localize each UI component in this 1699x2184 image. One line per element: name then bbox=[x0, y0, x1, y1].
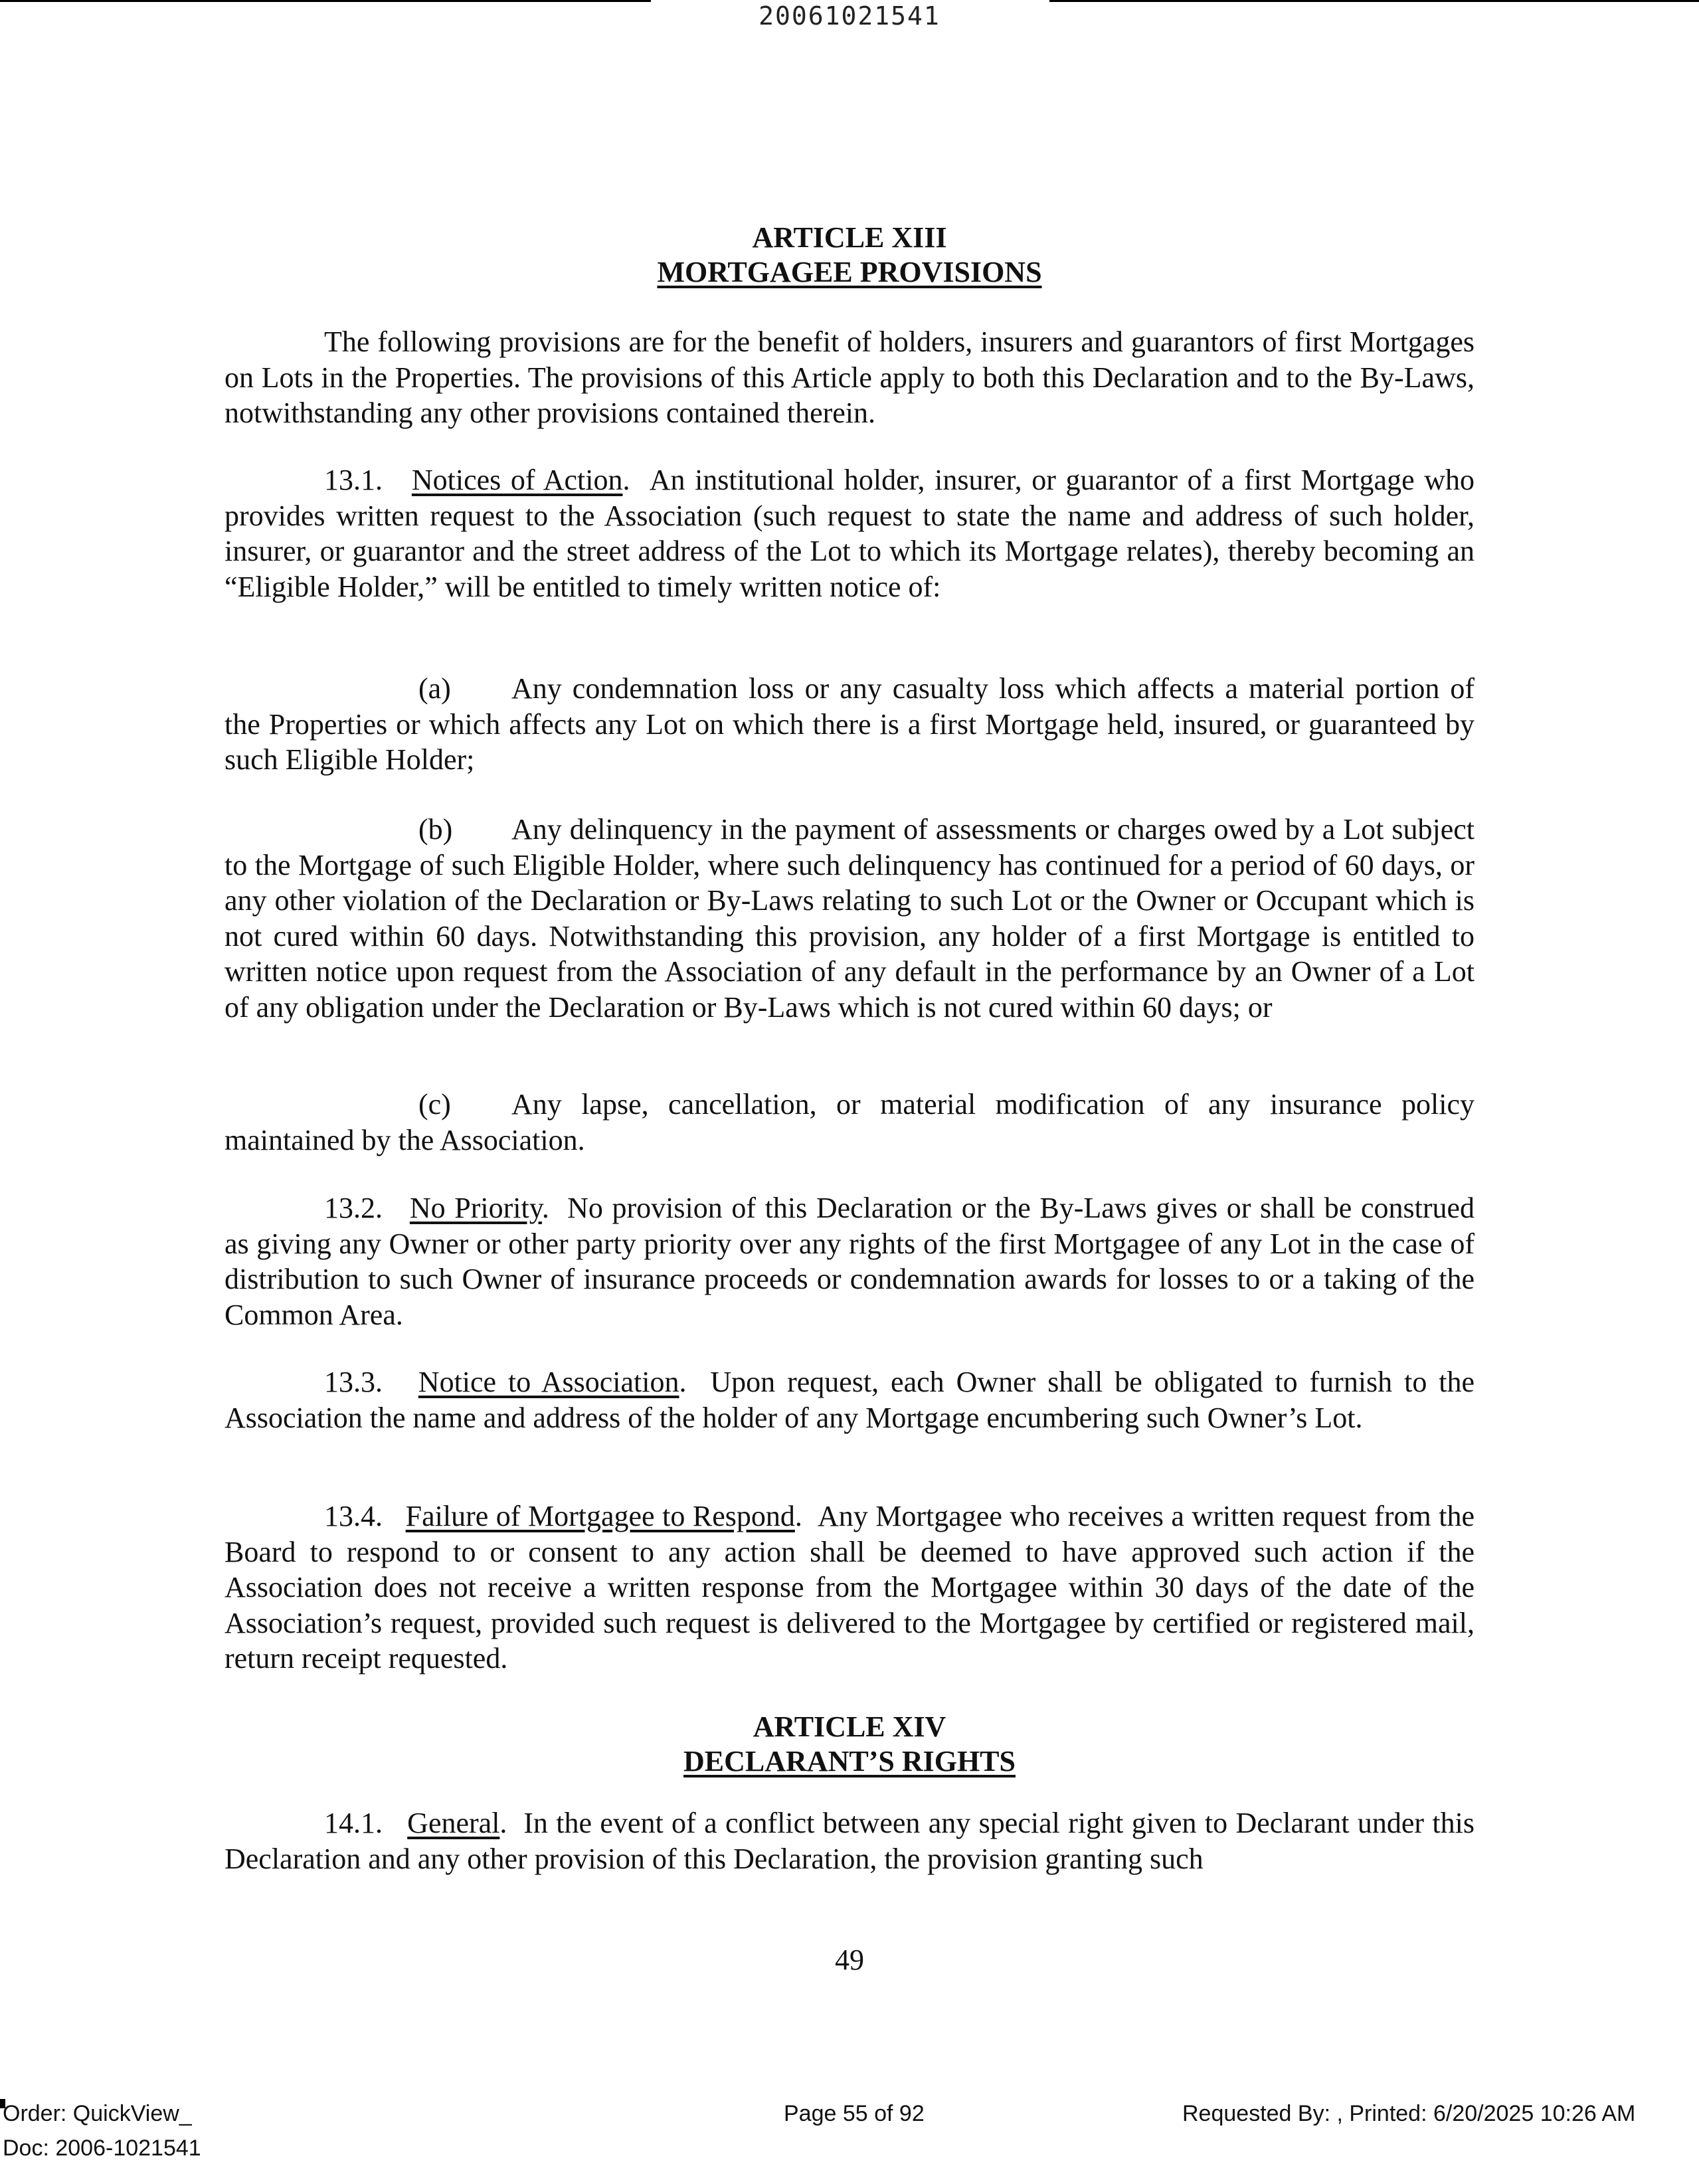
article-13-intro bbox=[224, 324, 1475, 431]
section-13-3-number: 13.3. bbox=[324, 1366, 383, 1398]
section-13-2-body: No provision of this Declaration or the By-Laws gives or shall be construed as giving any Owner or other party priority over any rights of the first Mortgagee of any Lot in the case of distribution to such Owner of insurance proceeds or condemnation awards for losses to or a taking of the Common Area. bbox=[224, 1192, 1475, 1331]
document-number: 20061021541 bbox=[759, 1, 940, 31]
section-13-4: 13.4. Failure of Mortgagee to Respond. Any Mortgagee who receives a written request from the Board to respond to or consent to any action shall be deemed to have approved such action if the Association does not receive a written response from the Mortgagee within 30 days of the date of the Association’s request, provided such request is delivered to the Mortgagee by certified or registered mail, return receipt requested. bbox=[224, 1500, 1475, 1675]
article-14-title: ARTICLE XIV bbox=[753, 1710, 946, 1743]
item-c bbox=[224, 1087, 1475, 1158]
footer-requested: Requested By: , Printed: 6/20/2025 10:26 AM bbox=[1182, 2101, 1636, 2126]
item-b-text: Any delinquency in the payment of assessments or charges owed by a Lot subject to the Mortgage of such Eligible Holder, where such delinquency has continued for a period of 60 days, or any other violation of the Declaration or By-Laws relating to such Lot or the Owner or Occupant which is not cured within 60 days. Notwithstanding this provision, any holder of a first Mortgage is entitled to written notice upon request from the Association of any default in the performance by an Owner of a Lot of any obligation under the Declaration or By-Laws which is not cured within 60 days; or bbox=[224, 813, 1475, 1024]
section-13-4-title: Failure of Mortgagee to Respond bbox=[405, 1500, 795, 1532]
section-13-1: 13.1. Notices of Action. An institutional holder, insurer, or guarantor of a first Mortgage who provides written request to the Association (such request to state the name and address of such holder, insurer, or guarantor and the street address of the Lot to which its Mortgage relates), thereby becoming an “Eligible Holder,” will be entitled to timely written notice of: bbox=[224, 464, 1475, 603]
section-13-3: 13.3. Notice to Association. Upon request, each Owner shall be obligated to furnish to the Association the name and address of the holder of any Mortgage encumbering such Owner’s Lot. bbox=[224, 1366, 1475, 1434]
item-a bbox=[224, 671, 1475, 778]
section-13-2-number: 13.2. bbox=[324, 1192, 383, 1224]
footer-page: Page 55 of 92 bbox=[784, 2101, 925, 2126]
article-13-heading bbox=[0, 221, 1699, 290]
footer-doc: Doc: 2006-1021541 bbox=[3, 2136, 201, 2161]
article-14-heading bbox=[0, 1710, 1699, 1779]
section-13-4-number: 13.4. bbox=[324, 1500, 383, 1532]
item-a-label: (a) bbox=[418, 672, 451, 705]
section-14-1: 14.1. General. In the event of a conflict between any special right given to Declarant under this Declaration and any other provision of this Declaration, the provision granting such bbox=[224, 1807, 1475, 1875]
article-14-subtitle: DECLARANT’S RIGHTS bbox=[683, 1745, 1016, 1777]
article-13-title: ARTICLE XIII bbox=[752, 221, 947, 254]
section-14-1-body: In the event of a conflict between any special right given to Declarant under this Declaration and any other provision of this Declaration, the provision granting such bbox=[224, 1807, 1475, 1875]
footer-order: Order: QuickView_ bbox=[3, 2101, 192, 2126]
intro-text: The following provisions are for the benefit of holders, insurers and guarantors of first Mortgages on Lots in the Properties. The provisions of this Article apply to both this Declaration and to the By-Laws, notwithstanding any other provisions contained therein. bbox=[224, 325, 1475, 429]
item-b-label: (b) bbox=[418, 813, 453, 846]
item-b bbox=[224, 812, 1475, 1025]
section-13-4-body: Any Mortgagee who receives a written request from the Board to respond to or consent to any action shall be deemed to have approved such action if the Association does not receive a written response from the Mortgagee within 30 days of the date of the Association’s request, provided such request is delivered to the Mortgagee by certified or registered mail, return receipt requested. bbox=[224, 1500, 1475, 1675]
item-a-text: Any condemnation loss or any casualty loss which affects a material portion of the Properties or which affects any Lot on which there is a first Mortgage held, insured, or guaranteed by such Eligible Holder; bbox=[224, 672, 1475, 776]
section-13-1-title: Notices of Action bbox=[411, 464, 623, 496]
section-14-1-title: General bbox=[407, 1807, 500, 1839]
section-13-1-number: 13.1. bbox=[324, 464, 383, 496]
section-13-3-title: Notice to Association bbox=[418, 1366, 679, 1398]
section-13-1-body: An institutional holder, insurer, or guarantor of a first Mortgage who provides written request to the Association (such request to state the name and address of such holder, insurer, or guarantor and the street address of the Lot to which its Mortgage relates), thereby becoming an “Eligible Holder,” will be entitled to timely written notice of: bbox=[224, 464, 1475, 603]
item-c-text: Any lapse, cancellation, or material modification of any insurance policy maintained by the Association. bbox=[224, 1088, 1475, 1156]
section-13-3-body: Upon request, each Owner shall be obligated to furnish to the Association the name and address of the holder of any Mortgage encumbering such Owner’s Lot. bbox=[224, 1366, 1475, 1434]
article-13-subtitle: MORTGAGEE PROVISIONS bbox=[657, 256, 1042, 288]
section-13-2: 13.2. No Priority. No provision of this Declaration or the By-Laws gives or shall be construed as giving any Owner or other party priority over any rights of the first Mortgagee of any Lot in the case of distribution to such Owner of insurance proceeds or condemnation awards for losses to or a taking of the Common Area. bbox=[224, 1192, 1475, 1331]
item-c-label: (c) bbox=[418, 1088, 451, 1121]
section-13-2-title: No Priority bbox=[409, 1192, 542, 1224]
page-number: 49 bbox=[835, 1944, 864, 1976]
section-14-1-number: 14.1. bbox=[324, 1807, 383, 1839]
